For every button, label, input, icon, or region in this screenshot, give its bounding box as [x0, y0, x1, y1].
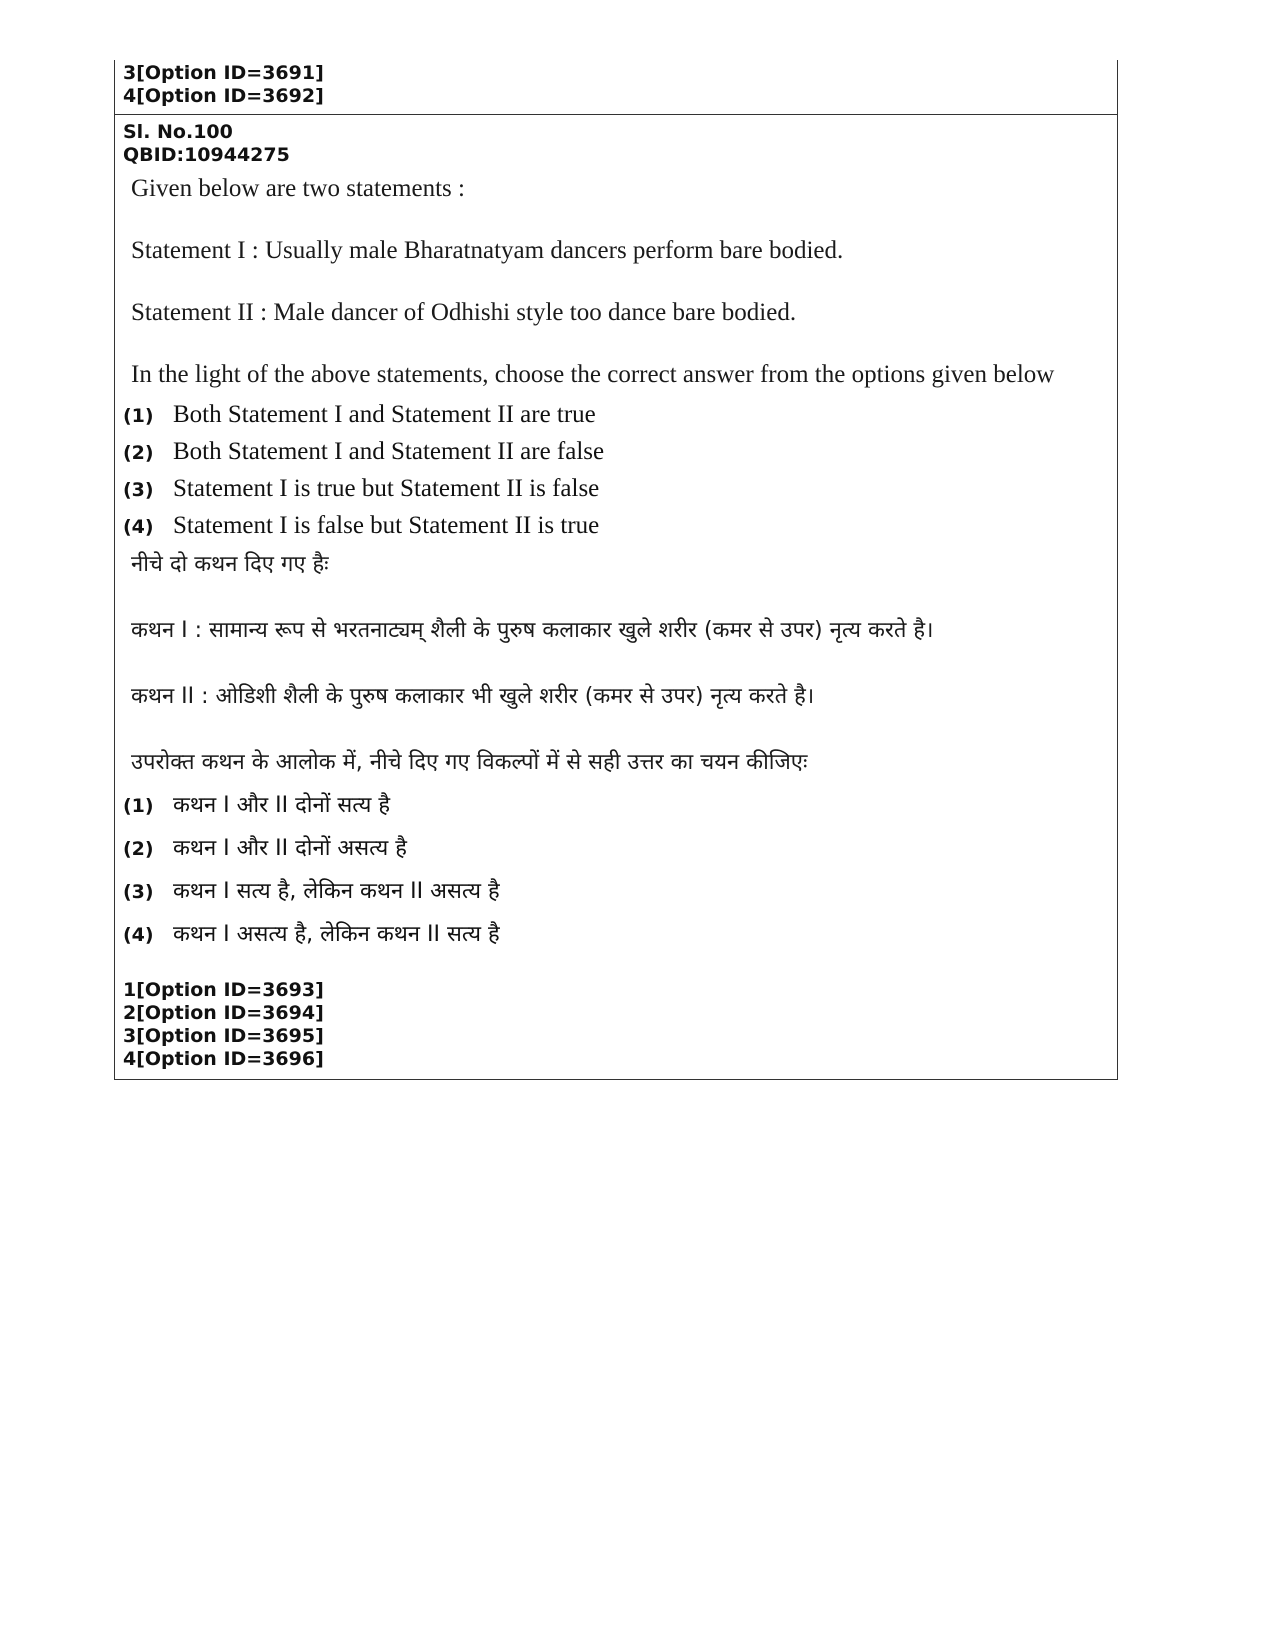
option-text: Both Statement I and Statement II are false — [173, 438, 605, 465]
option-number: (2) — [123, 838, 154, 860]
option-id-line: 4[Option ID=3696] — [123, 1048, 324, 1070]
option-text: Statement I is false but Statement II is true — [173, 512, 600, 539]
option-id-line: 3[Option ID=3695] — [123, 1025, 324, 1047]
question-hindi — [123, 549, 1111, 779]
hindi-instruction: उपरोक्त कथन के आलोक में, नीचे दिए गए विकल्पों में से सही उत्तर का चयन कीजिएः — [131, 750, 808, 775]
answer-option — [123, 401, 1111, 438]
option-id-list — [123, 979, 1111, 1071]
answer-option — [123, 475, 1111, 512]
option-text: Statement I is true but Statement II is false — [173, 475, 600, 502]
option-number: (1) — [123, 795, 154, 817]
option-number: (3) — [123, 479, 154, 501]
hindi-statement-two: कथन II : ओडिशी शैली के पुरुष कलाकार भी खुले शरीर (कमर से उपर) नृत्य करते है। — [131, 684, 815, 709]
question-intro: Given below are two statements : — [131, 175, 465, 202]
option-text: Both Statement I and Statement II are true — [173, 401, 596, 428]
option-text: कथन I सत्य है, लेकिन कथन II असत्य है — [173, 879, 500, 904]
option-number: (3) — [123, 881, 154, 903]
hindi-answer-option — [123, 875, 1111, 918]
option-number: (4) — [123, 924, 154, 946]
hindi-statement-one: कथन I : सामान्य रूप से भरतनाट्यम् शैली के पुरुष कलाकार खुले शरीर (कमर से उपर) नृत्य करते है। — [131, 618, 934, 643]
question-sheet — [114, 60, 1118, 1080]
option-number: (2) — [123, 442, 154, 464]
question-english — [123, 173, 1111, 391]
qbid: QBID:10944275 — [123, 144, 290, 166]
hindi-answer-option — [123, 918, 1111, 961]
previous-question-option-ids — [114, 60, 1118, 114]
answer-option — [123, 512, 1111, 549]
serial-number: Sl. No.100 — [123, 121, 233, 143]
statement-two: Statement II : Male dancer of Odhishi style too dance bare bodied. — [131, 299, 797, 326]
option-text: कथन I और II दोनों असत्य है — [173, 836, 407, 861]
hindi-answer-option — [123, 832, 1111, 875]
option-id-line: 4[Option ID=3692] — [123, 85, 324, 107]
statement-one: Statement I : Usually male Bharatnatyam dancers perform bare bodied. — [131, 237, 844, 264]
option-number: (4) — [123, 516, 154, 538]
option-id-line: 3[Option ID=3691] — [123, 62, 324, 84]
option-number: (1) — [123, 405, 154, 427]
hindi-options — [123, 789, 1111, 961]
option-text: कथन I असत्य है, लेकिन कथन II सत्य है — [173, 922, 500, 947]
option-id-line: 1[Option ID=3693] — [123, 979, 324, 1001]
question-block — [114, 114, 1118, 1080]
hindi-answer-option — [123, 789, 1111, 832]
answer-option — [123, 438, 1111, 475]
english-options — [123, 401, 1111, 549]
option-text: कथन I और II दोनों सत्य है — [173, 793, 391, 818]
question-instruction: In the light of the above statements, choose the correct answer from the options given below — [131, 361, 1055, 388]
option-id-line: 2[Option ID=3694] — [123, 1002, 324, 1024]
hindi-intro: नीचे दो कथन दिए गए हैः — [131, 552, 329, 577]
